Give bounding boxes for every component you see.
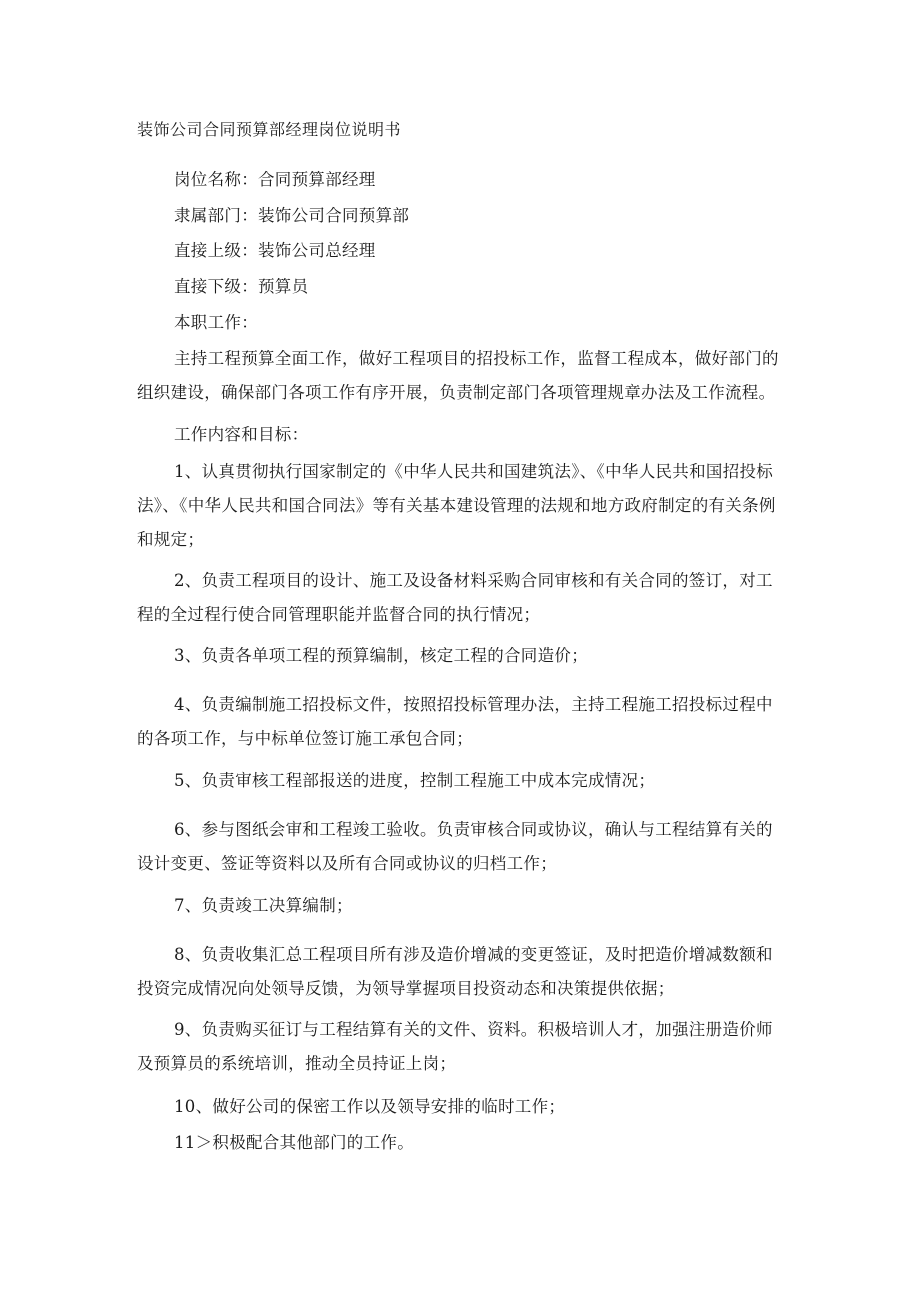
section-heading-work-content: 工作内容和目标： (174, 425, 309, 444)
main-duty-paragraph: 主持工程预算全面工作，做好工程项目的招投标工作，监督工程成本，做好部门的组织建设，确保部门各项工作有序开展，负责制定部门各项管理规章办法及工作流程。 (137, 349, 779, 402)
field-department: 隶属部门：装饰公司合同预算部 (174, 206, 410, 225)
field-direct-subordinate: 直接下级：预算员 (174, 277, 309, 296)
list-item-7: 7、负责竣工决算编制； (174, 896, 353, 915)
list-item-8: 8、负责收集汇总工程项目所有涉及造价增减的变更签证，及时把造价增减数额和投资完成情况向处领导反馈，为领导掌握项目投资动态和决策提供依据； (137, 945, 773, 998)
list-item-4: 4、负责编制施工招投标文件，按照招投标管理办法，主持工程施工招投标过程中的各项工作，与中标单位签订施工承包合同； (137, 695, 773, 748)
list-item-5: 5、负责审核工程部报送的进度，控制工程施工中成本完成情况； (174, 771, 656, 790)
field-direct-superior: 直接上级：装饰公司总经理 (174, 241, 376, 260)
list-item-3: 3、负责各单项工程的预算编制，核定工程的合同造价； (174, 646, 588, 665)
list-item-2: 2、负责工程项目的设计、施工及设备材料采购合同审核和有关合同的签订，对工程的全过程行使合同管理职能并监督合同的执行情况； (137, 571, 773, 624)
field-position-name: 岗位名称：合同预算部经理 (174, 170, 376, 189)
list-item-9: 9、负责购买征订与工程结算有关的文件、资料。积极培训人才，加强注册造价师及预算员的系统培训，推动全员持证上岗； (137, 1020, 773, 1073)
document-title: 装饰公司合同预算部经理岗位说明书 (137, 120, 402, 139)
list-item-10: 10、做好公司的保密工作以及领导安排的临时工作； (174, 1097, 566, 1116)
list-item-6: 6、参与图纸会审和工程竣工验收。负责审核合同或协议，确认与工程结算有关的设计变更、签证等资料以及所有合同或协议的归档工作； (137, 820, 773, 873)
section-heading-main-duty: 本职工作： (174, 313, 258, 332)
list-item-1: 1、认真贯彻执行国家制定的《中华人民共和国建筑法》、《中华人民共和国招投标法》、《中华人民共和国合同法》等有关基本建设管理的法规和地方政府制定的有关条例和规定； (137, 462, 776, 549)
list-item-11: 11＞积极配合其他部门的工作。 (174, 1133, 414, 1152)
